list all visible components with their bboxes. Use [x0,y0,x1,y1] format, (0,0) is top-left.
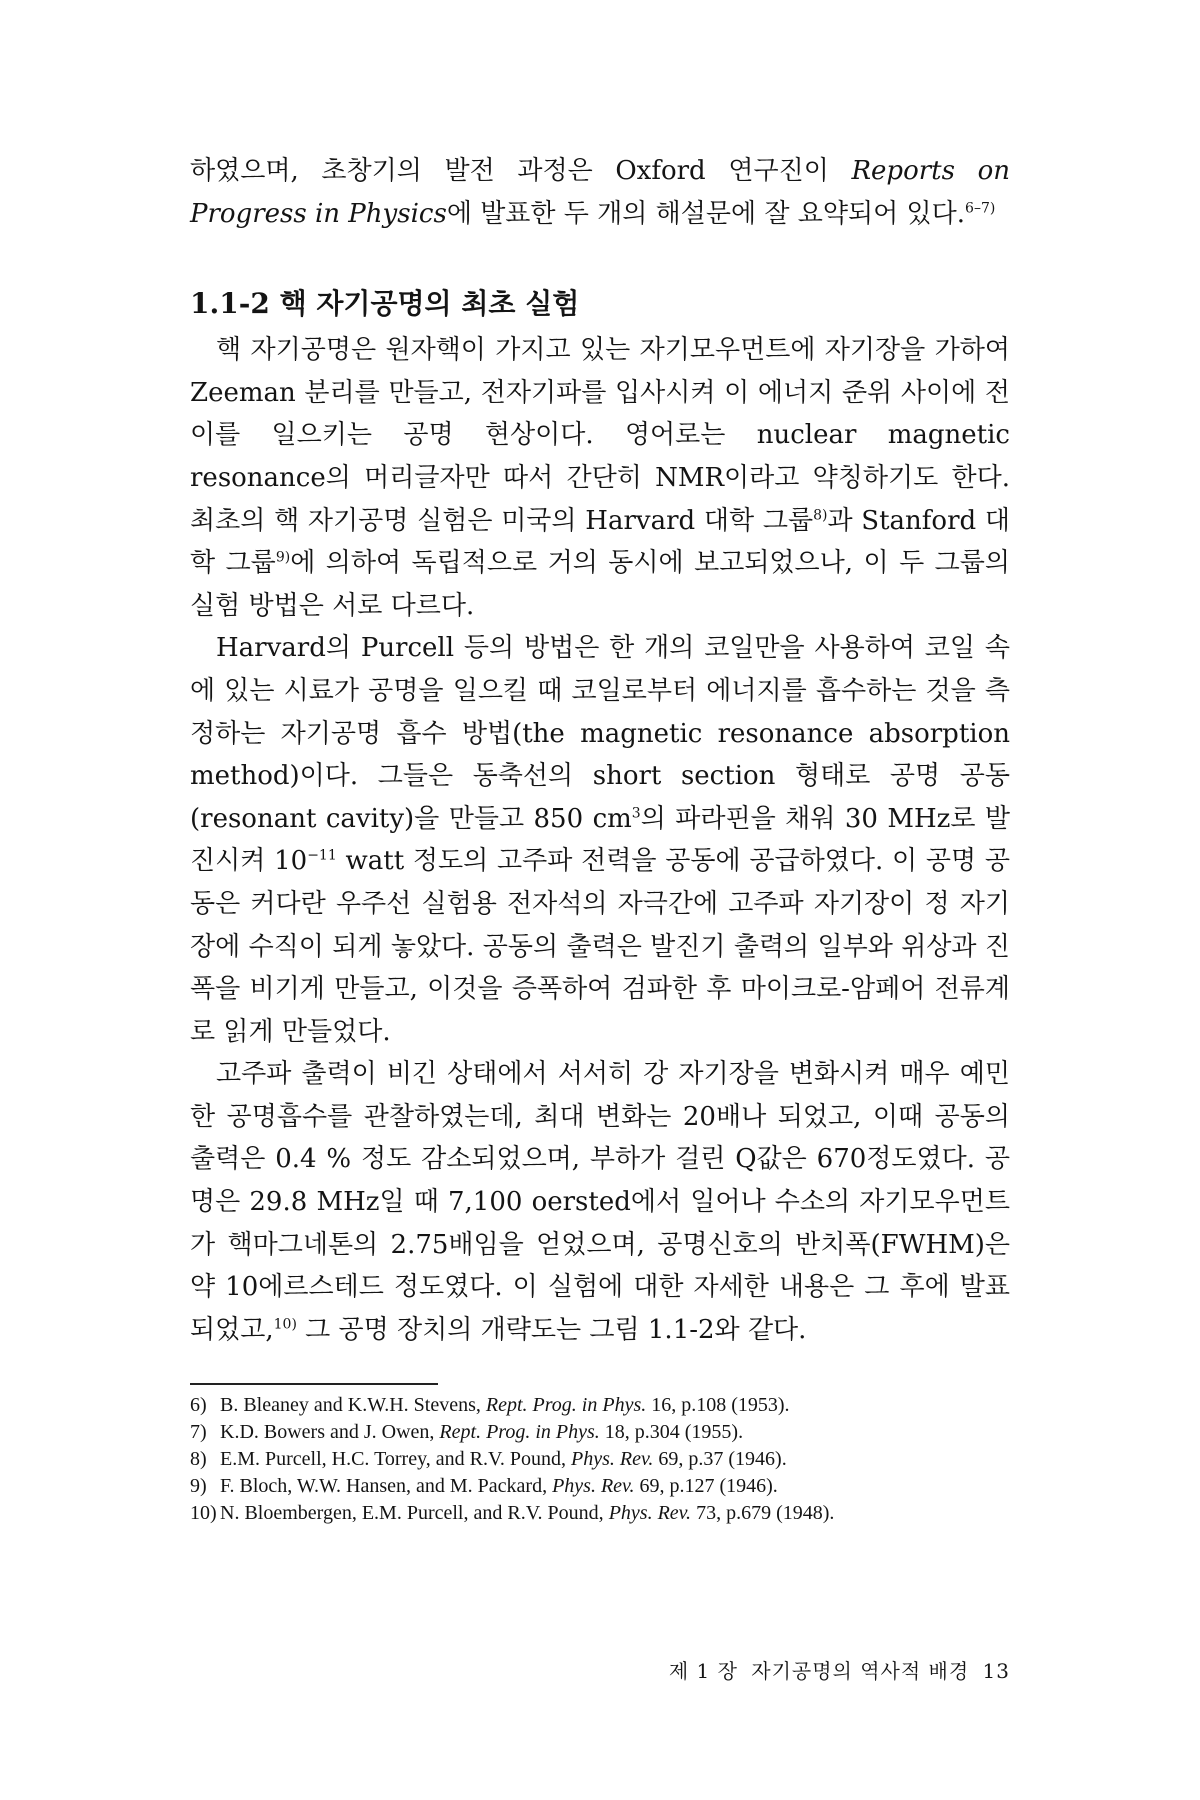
footnote-ref: 8) [813,506,828,523]
body-text [190,150,1010,1351]
running-footer [570,1655,1010,1684]
footnote: 10) N. Bloembergen, E.M. Purcell, and R.V. Pound, Phys. Rev. 73, p.679 (1948). [190,1502,835,1524]
superscript: 3 [631,805,641,822]
intro-paragraph: 하였으며, 초창기의 발전 과정은 Oxford 연구진이 Reports on Progress in Physics에 발표한 두 개의 해설문에 잘 요약되어 있다.$^{6-7)}$ [190,156,1010,229]
chapter-label: 제 1 장 [668,1659,738,1683]
journal-title: Reports on Progress in Physics [190,156,1010,229]
paragraph-3: 고주파 출력이 비긴 상태에서 서서히 강 자기장을 변화시켜 매우 예민한 공명흡수를 관찰하였는데, 최대 변화는 20배나 되었고, 이때 공동의 출력은 0.4 % 정도 감소되었으며, 부하가 걸린 Q값은 670정도였다. 공명은 29.8 MHz일 때 7,100 oersted에서 일어나 수소의 자기모우먼트가 핵마그네톤의 2.75배임을 얻었으며, 공명신호의 반치폭(FWHM)은 약 10에르스테드 정도였다. 이 실험에 대한 자세한 내용은 그 후에 발표되었고,$^{10)}$ 그 공명 장치의 개략도는 그림 1.1-2와 같다. [190,1059,1010,1345]
footnote: 7) K.D. Bowers and J. Owen, Rept. Prog. in Phys. 18, p.304 (1955). [190,1421,744,1443]
footnote-ref: 9) [275,549,291,566]
section-heading: 1.1-2 핵 자기공명의 최초 실험 [190,287,580,321]
chapter-title: 자기공명의 역사적 배경 [751,1659,970,1683]
footnote: 8) E.M. Purcell, H.C. Torrey, and R.V. Pound, Phys. Rev. 69, p.37 (1946). [190,1448,787,1470]
footnotes [190,1392,1010,1527]
footnote-ref: 10) [273,1316,297,1333]
footnote-ref: 6–7) [965,199,996,216]
page-number: 13 [982,1659,1010,1683]
footnote: 6) B. Bleaney and K.W.H. Stevens, Rept. Prog. in Phys. 16, p.108 (1953). [190,1394,790,1416]
paragraph-2: Harvard의 Purcell 등의 방법은 한 개의 코일만을 사용하여 코일 속에 있는 시료가 공명을 일으킬 때 코일로부터 에너지를 흡수하는 것을 측정하는 자기공명 흡수 방법(the magnetic resonance absorption method)이다. 그들은 동축선의 short section 형태로 공명 공동(resonant cavity)을 만들고 850 $cm^3$의 파라핀을 채워 30 MHz로 발진시켜 $10^{-11}$ watt 정도의 고주파 전력을 공동에 공급하였다. 이 공명 공동은 커다란 우주선 실험용 전자석의 자극간에 고주파 자기장이 정 자기장에 수직이 되게 놓았다. 공동의 출력은 발진기 출력의 일부와 위상과 진폭을 비기게 만들고, 이것을 증폭하여 검파한 후 마이크로-암페어 전류계로 읽게 만들었다. [190,633,1010,1047]
paragraph-1: 핵 자기공명은 원자핵이 가지고 있는 자기모우먼트에 자기장을 가하여 Zeeman 분리를 만들고, 전자기파를 입사시켜 이 에너지 준위 사이에 전이를 일으키는 공명 현상이다. 영어로는 nuclear magnetic resonance의 머리글자만 따서 간단히 NMR이라고 약칭하기도 한다. 최초의 핵 자기공명 실험은 미국의 Harvard 대학 그룹$^{8)}$과 Stanford 대학 그룹$^{9)}$에 의하여 독립적으로 거의 동시에 보고되었으나, 이 두 그룹의 실험 방법은 서로 다르다. [190,335,1010,621]
footnote: 9) F. Bloch, W.W. Hansen, and M. Packard, Phys. Rev. 69, p.127 (1946). [190,1475,778,1497]
footnote-divider [190,1383,438,1385]
superscript: −11 [307,847,337,864]
